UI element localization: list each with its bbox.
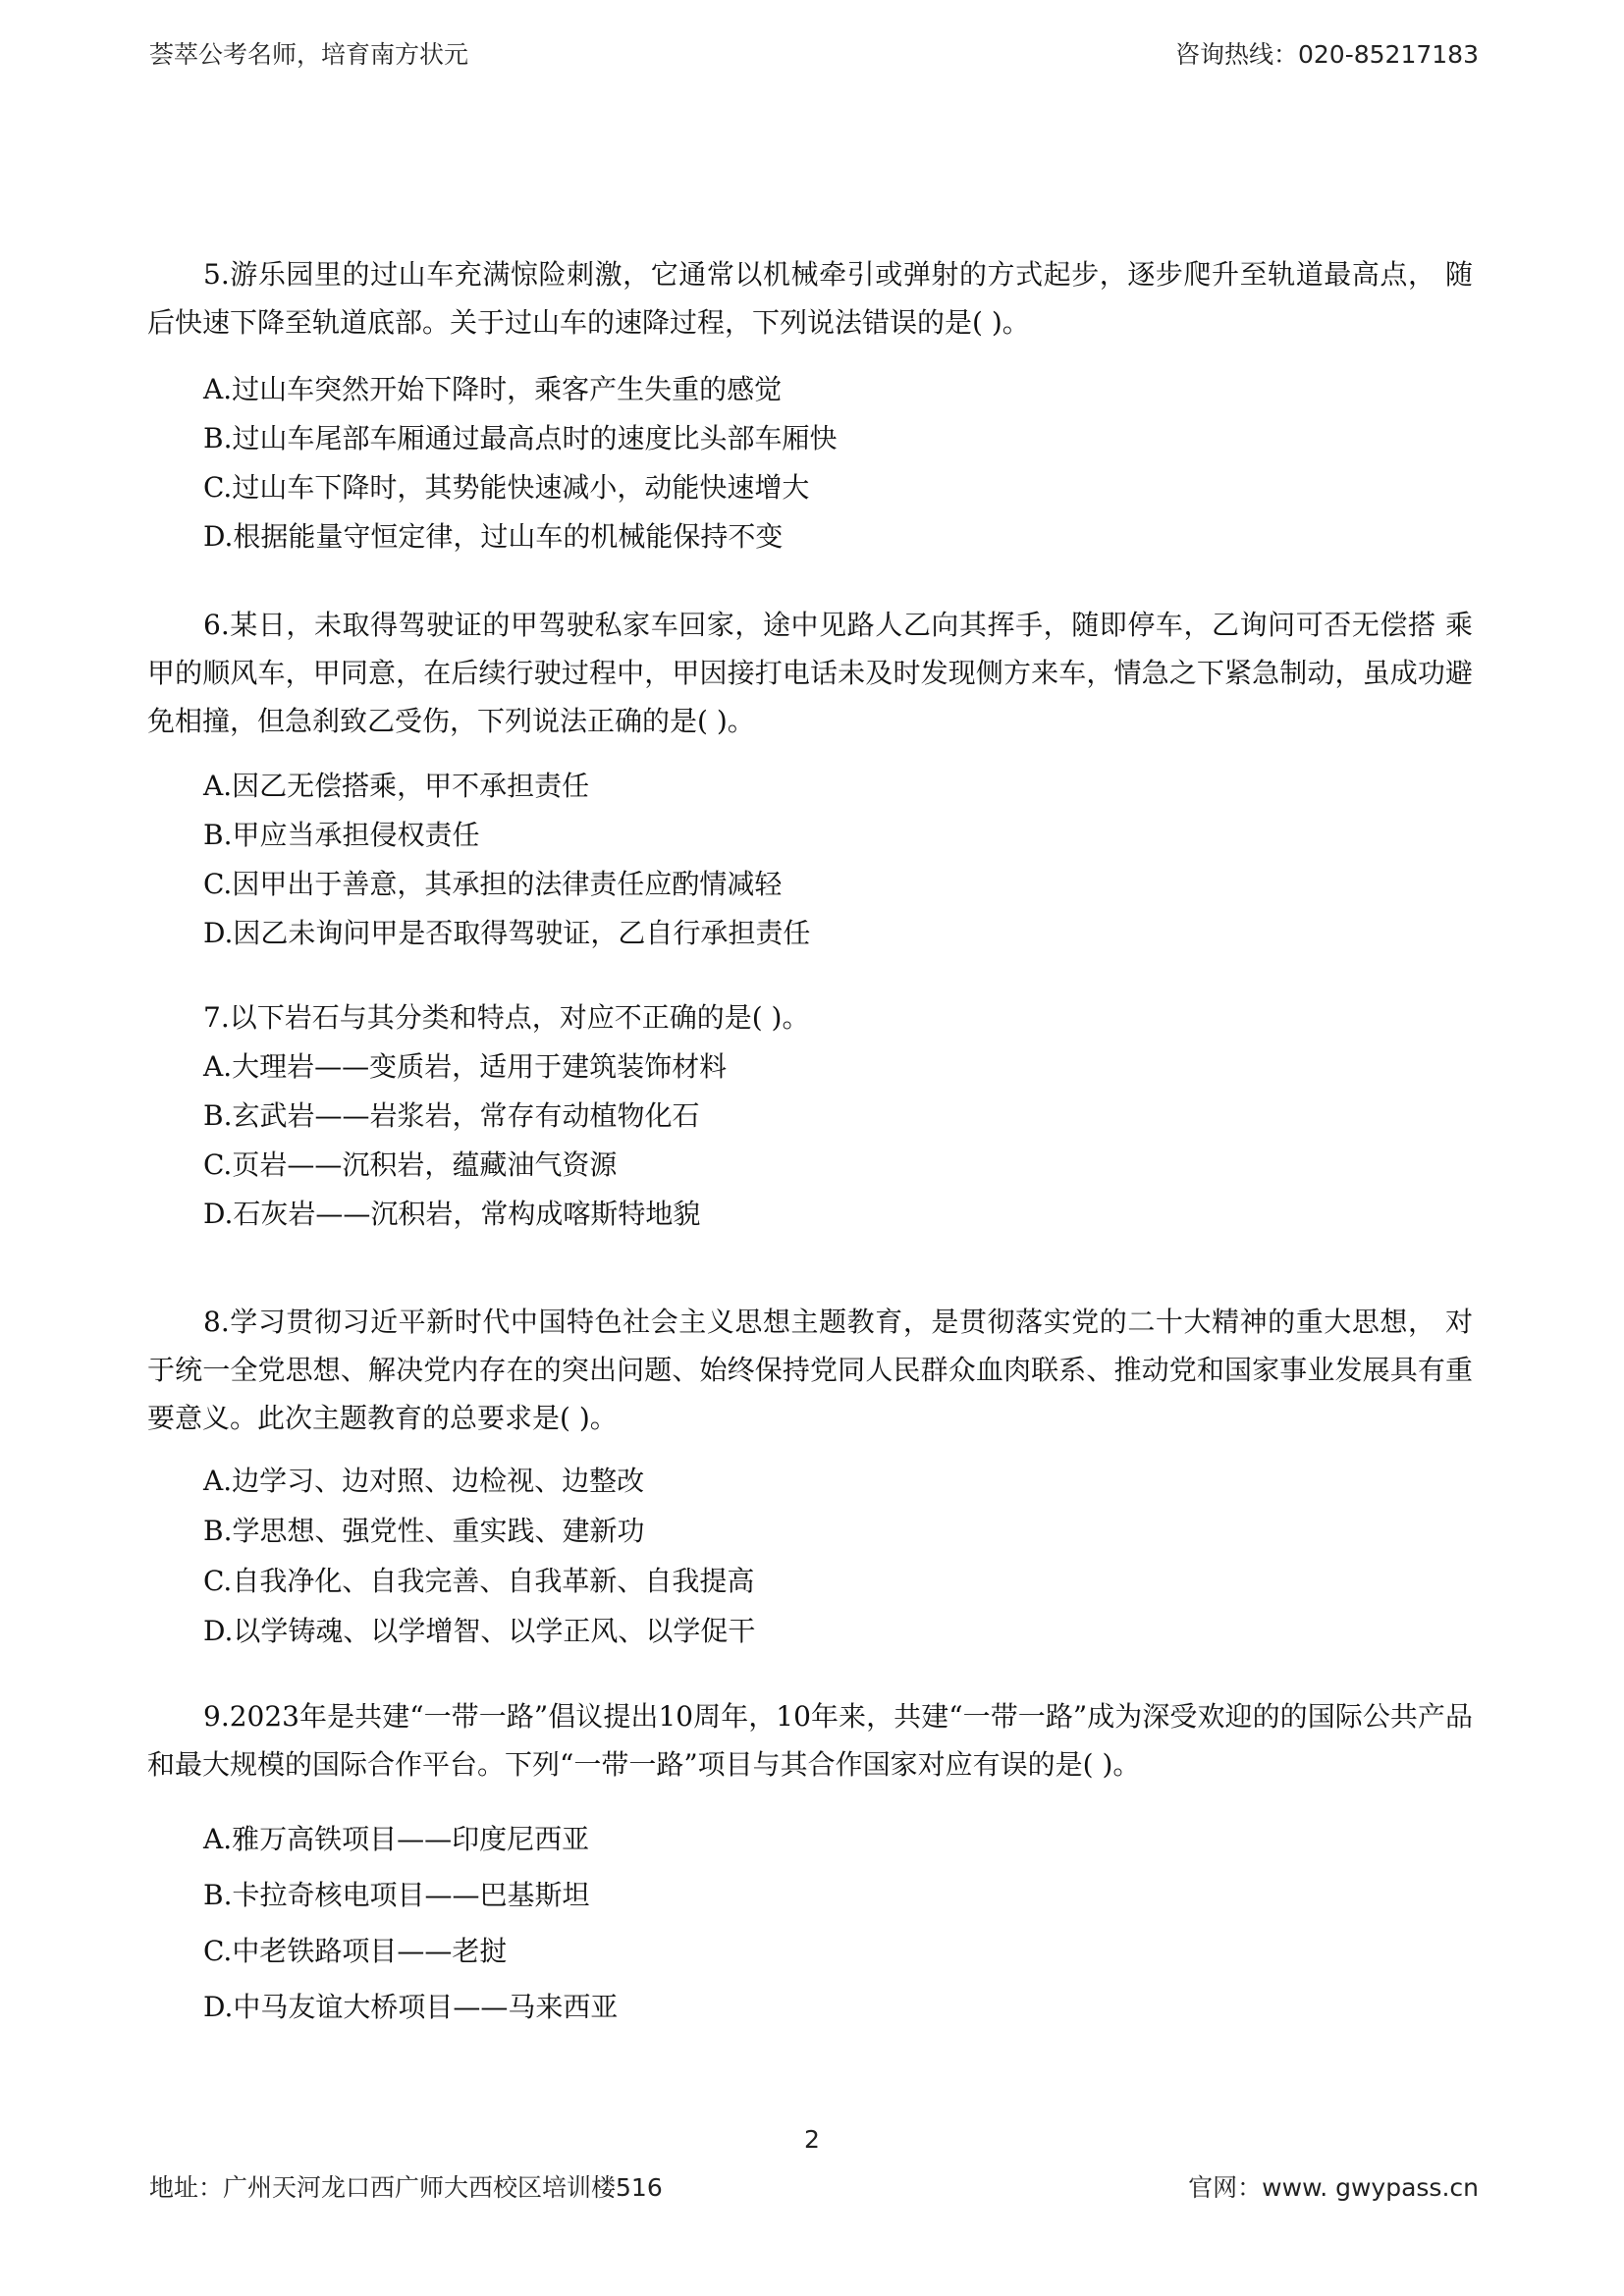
option-c: C.中老铁路项目——老挝 bbox=[203, 1935, 508, 1967]
option-d: D.根据能量守恒定律，过山车的机械能保持不变 bbox=[203, 520, 784, 553]
option-d: D.因乙未询问甲是否取得驾驶证，乙自行承担责任 bbox=[203, 917, 811, 949]
option-c: C.页岩——沉积岩，蕴藏油气资源 bbox=[203, 1148, 618, 1181]
option-d: D.以学铸魂、以学增智、以学正风、以学促干 bbox=[203, 1615, 756, 1647]
question-stem: 6.某日，未取得驾驶证的甲驾驶私家车回家，途中见路人乙向其挥手，随即停车，乙询问可否无偿搭 乘甲的顺风车，甲同意，在后续行驶过程中，甲因接打电话未及时发现侧方来车，情急之下紧急制动，虽成功避免相撞，但急刹致乙受伤，下列说法正确的是( )。 bbox=[147, 609, 1473, 737]
page-header bbox=[149, 33, 1479, 73]
question-stem: 5.游乐园里的过山车充满惊险刺激，它通常以机械牵引或弹射的方式起步，逐步爬升至轨道最高点， 随后快速下降至轨道底部。关于过山车的速降过程，下列说法错误的是( )。 bbox=[147, 258, 1473, 339]
option-list bbox=[147, 762, 1473, 958]
option-d: D.石灰岩——沉积岩，常构成喀斯特地貌 bbox=[203, 1198, 701, 1230]
option-c: C.过山车下降时，其势能快速减小，动能快速增大 bbox=[203, 471, 810, 504]
option-list bbox=[147, 1042, 1473, 1239]
page-footer bbox=[149, 2166, 1479, 2206]
option-c: C.自我净化、自我完善、自我革新、自我提高 bbox=[203, 1565, 755, 1597]
footer-address: 地址：广州天河龙口西广师大西校区培训楼516 bbox=[149, 2173, 663, 2202]
footer-website: 官网：www. gwypass.cn bbox=[1188, 2173, 1479, 2202]
question-9 bbox=[147, 1692, 1473, 2035]
question-7 bbox=[147, 993, 1473, 1239]
option-b: B.过山车尾部车厢通过最高点时的速度比头部车厢快 bbox=[203, 422, 838, 454]
option-b: B.玄武岩——岩浆岩，常存有动植物化石 bbox=[203, 1099, 700, 1132]
question-6 bbox=[147, 601, 1473, 958]
option-a: A.大理岩——变质岩，适用于建筑装饰材料 bbox=[203, 1050, 728, 1083]
option-list bbox=[147, 365, 1473, 561]
option-b: B.甲应当承担侵权责任 bbox=[203, 819, 480, 851]
page-number: 2 bbox=[804, 2125, 820, 2154]
option-a: A.雅万高铁项目——印度尼西亚 bbox=[203, 1823, 590, 1855]
option-d: D.中马友谊大桥项目——马来西亚 bbox=[203, 1991, 619, 2023]
option-b: B.学思想、强党性、重实践、建新功 bbox=[203, 1515, 645, 1547]
question-8 bbox=[147, 1298, 1473, 1656]
option-list bbox=[147, 1456, 1473, 1656]
option-b: B.卡拉奇核电项目——巴基斯坦 bbox=[203, 1879, 590, 1911]
question-stem: 8.学习贯彻习近平新时代中国特色社会主义思想主题教育，是贯彻落实党的二十大精神的重大思想， 对于统一全党思想、解决党内存在的突出问题、始终保持党同人民群众血肉联系、推动党和国家事业发展具有重要意义。此次主题教育的总要求是( )。 bbox=[147, 1306, 1473, 1434]
header-slogan: 荟萃公考名师，培育南方状元 bbox=[149, 40, 469, 69]
option-a: A.边学习、边对照、边检视、边整改 bbox=[203, 1465, 645, 1497]
option-list bbox=[147, 1811, 1473, 2035]
option-a: A.因乙无偿搭乘，甲不承担责任 bbox=[203, 770, 590, 802]
question-5 bbox=[147, 250, 1473, 561]
question-stem: 7.以下岩石与其分类和特点，对应不正确的是( )。 bbox=[203, 1001, 810, 1034]
question-stem: 9.2023年是共建“一带一路”倡议提出10周年，10年来，共建“一带一路”成为深受欢迎的的国际公共产品和最大规模的国际合作平台。下列“一带一路”项目与其合作国家对应有误的是( )。 bbox=[147, 1700, 1473, 1781]
header-hotline: 咨询热线：020-85217183 bbox=[1175, 40, 1479, 69]
option-c: C.因甲出于善意，其承担的法律责任应酌情减轻 bbox=[203, 868, 783, 900]
option-a: A.过山车突然开始下降时，乘客产生失重的感觉 bbox=[203, 373, 783, 405]
